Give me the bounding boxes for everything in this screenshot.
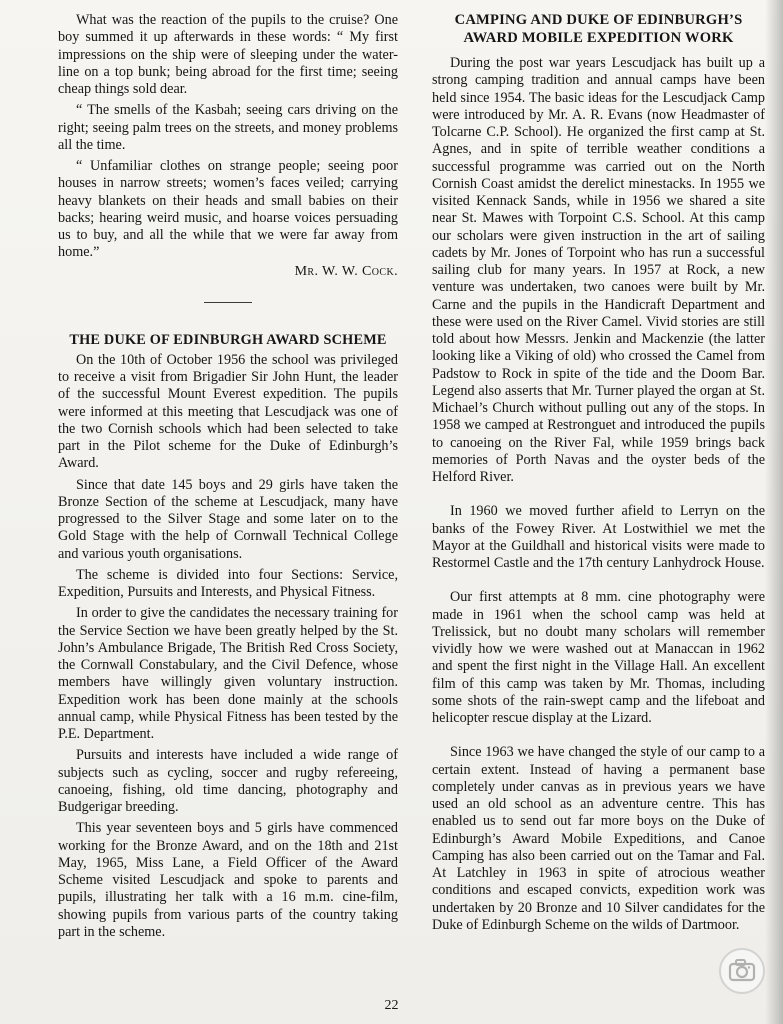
award-paragraph-4: In order to give the candidates the necessary training for the Service Section we have been greatly helped by the St. John’s Ambulance Brigade, The British Red Cross Society, the Cornwall Constabulary, and the Civil Defence, whose members have willingly given voluntary instruction. Expedition work has been done mainly at the schools annual camp, while Physical Fitness has been tested by the P.E. Department.	[58, 605, 398, 742]
duke-of-edinburgh-heading: THE DUKE OF EDINBURGH AWARD SCHEME	[69, 331, 387, 348]
camping-paragraph-3: Our first attempts at 8 mm. cine photography were made in 1961 when the school camp was held at Trelissick, but no doubt many scholars will remember vividly how we were washed out at Manaccan in 1962 and spent the first night in the Village Hall. An excellent film of this camp was taken by Mr. Thomas, including some shots of the rain-swept camp and the lifeboat and helicopter rescue display at the Lizard.	[432, 589, 765, 726]
cruise-paragraph-1: What was the reaction of the pupils to the cruise? One boy summed it up afterwards in these words: “ My first impressions on the ship were of sleeping under the water-line on a top bunk; being abroad for the first time; seeing cheap things sold dear.	[58, 12, 398, 97]
award-paragraph-5: Pursuits and interests have included a wide range of subjects such as cycling, soccer and rugby refereeing, canoeing, fishing, old time dancing, photography and Budgerigar breeding.	[58, 747, 398, 815]
section-divider	[204, 302, 252, 303]
award-paragraph-3: The scheme is divided into four Sections: Service, Expedition, Pursuits and Interests, and Physical Fitness.	[58, 566, 398, 600]
camping-paragraph-1: During the post war years Lescudjack has built up a strong camping tradition and annual camps have been held since 1954. The basic ideas for the Lescudjack Camp were introduced by Mr. A. R. Evans (now Headmaster of Tolcarne C.P. School). He organized the first camp at St. Agnes, and in spite of terrible weather conditions a successful programme was carried out on the North Cornish Coast amidst the derelict minestacks. In 1955 we visited Kennack Sands, while in 1956 we shared a site near St. Mawes with Torpoint C.S. School. At this camp our scholars were given instruction in the art of sailing cadets by Mr. Jones of Torpoint who has run a successful sailing club for many years. In 1957 at Rock, a new venture was undertaken, two canoes were built by Mr. Carne and the pupils in the Handicraft Department and these were used on the River Camel. Vivid stories are still told about how Messrs. Jenkin and Mackenzie (the latter looking like a Viking of old) who crossed the Camel from Padstow to Rock in spite of the tide and the Doom Bar. Legend also asserts that Mr. Turner played the organ at St. Michael’s Church without pulling out any of the stops. In 1958 we camped at Restronguet and introduced the pupils to canoeing on the River Fal, while 1959 brings back memories of Porth Navas and the oyster beds of the Helford River.	[432, 55, 765, 485]
award-paragraph-1: On the 10th of October 1956 the school was privileged to receive a visit from Brigadier Sir John Hunt, the leader of the successful Mount Everest expedition. The pupils were informed at this meeting that Lescudjack was one of the two Cornish schools which had been selected to take part in the Pilot scheme for the Duke of Edinburgh’s Award.	[58, 351, 398, 472]
camping-heading: CAMPING AND DUKE OF EDINBURGH’S AWARD MOBILE EXPEDITION WORK	[454, 12, 743, 46]
award-paragraph-6: This year seventeen boys and 5 girls have commenced working for the Bronze Award, and on the 18th and 21st May, 1965, Miss Lane, a Field Officer of the Award Scheme visited Lescudjack and spoke to parents and pupils, illustrating her talk with a 16 m.m. cine-film, showing pupils from various parts of the country taking part in the scheme.	[58, 820, 398, 940]
camera-icon	[717, 946, 767, 996]
page-number: 22	[384, 998, 399, 1013]
right-column	[432, 11, 765, 934]
award-paragraph-2: Since that date 145 boys and 29 girls have taken the Bronze Section of the scheme at Lescudjack, many have progressed to the Silver Stage and some later on to the Gold Stage with the help of Cornwall Technical College and various youth organisations.	[58, 476, 398, 562]
left-column	[58, 12, 398, 941]
cruise-paragraph-3: “ Unfamiliar clothes on strange people; seeing poor houses in narrow streets; women’s faces veiled; carrying heavy blankets on their heads and small babies on their backs; hearing weird music, and hoarse voices persuading us to buy, and all the while that we were far away from home.”	[58, 158, 398, 261]
page-edge-shadow	[765, 0, 783, 1024]
camping-paragraph-2: In 1960 we moved further afield to Lerryn on the banks of the Fowey River. At Lostwithiel we met the Mayor at the Guildhall and historical visits were made to Restormel Castle and the 17th century Lanhydrock House.	[432, 503, 765, 571]
cruise-paragraph-2: “ The smells of the Kasbah; seeing cars driving on the right; seeing palm trees on the streets, and money problems all the time.	[58, 102, 398, 153]
author-signature: Mr. W. W. Cock.	[294, 263, 398, 279]
camping-paragraph-4: Since 1963 we have changed the style of our camp to a certain extent. Instead of having a permanent base completely under canvas as in previous years we have used an old school as an adventure centre. This has enabled us to send out far more boys on the Duke of Edinburgh’s Award Mobile Expeditions, and Canoe Camping has also been carried out on the Tamar and Fal. At Latchley in 1963 in spite of atrocious weather conditions and escaped convicts, expedition work was undertaken by 20 Bronze and 10 Silver candidates for the Duke of Edinburgh Scheme on the wilds of Dartmoor.	[432, 744, 765, 933]
